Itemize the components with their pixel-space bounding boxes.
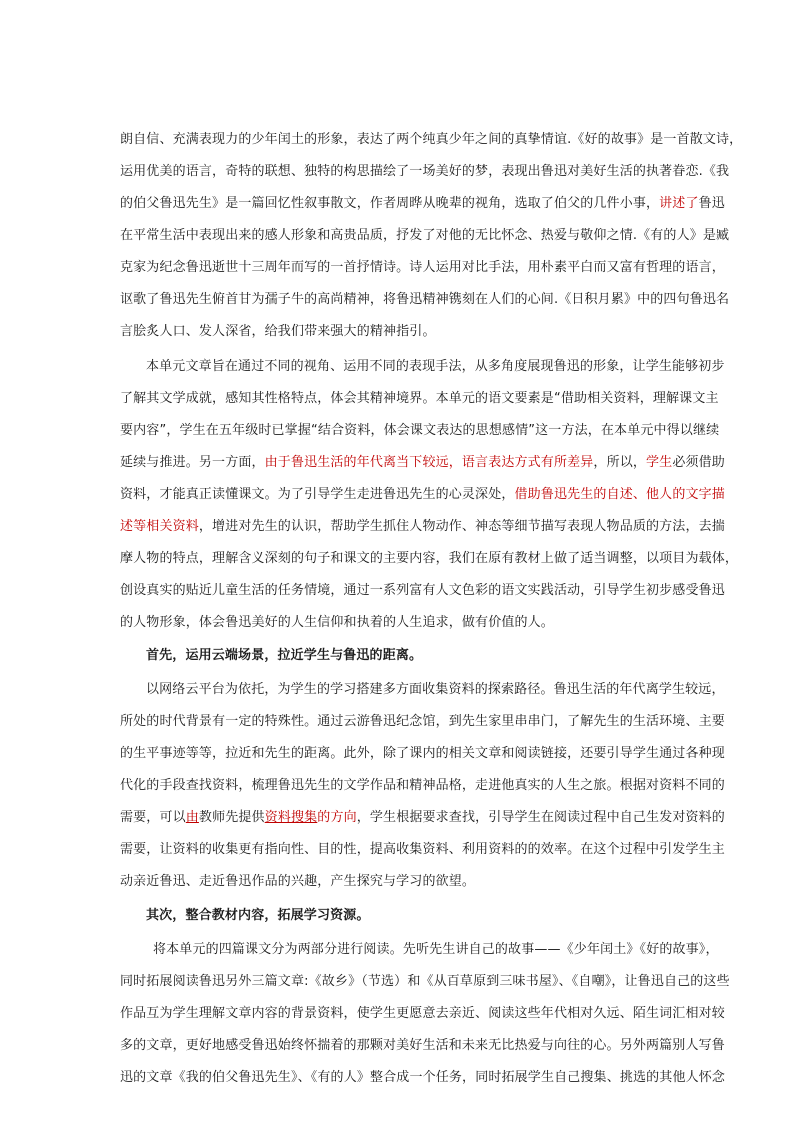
paragraph-1-line-3 [120, 196, 725, 212]
text-run: ，增进对先生的认识，帮助学生抓住人物动作、神态等细节描写表现人物品质的方法，去揣 [198, 519, 725, 534]
paragraph-1-line-2: 运用优美的语言，奇特的联想、独特的构思描绘了一场美好的梦，表现出鲁迅对美好生活的执著眷恋.《我 [120, 164, 730, 179]
highlighted-text: 学生 [646, 455, 673, 470]
paragraph-4-line-5: 迅的文章《我的伯父鲁迅先生》、《有的人》整合成一个任务，同时拓展学生自己搜集、挑选的其他人怀念 [120, 1070, 726, 1085]
text-run: 必须借助 [672, 455, 725, 470]
paragraph-3-line-1: 以网络云平台为依托，为学生的学习搭建多方面收集资料的探索路径。鲁迅生活的年代离学生较远， [146, 682, 725, 697]
highlighted-text: 由 [185, 810, 199, 825]
paragraph-2-line-6 [120, 519, 725, 535]
paragraph-2-line-8: 创设真实的贴近儿童生活的任务情境，通过一系列富有人文色彩的语文实践活动，引导学生初步感受鲁迅 [120, 583, 725, 598]
paragraph-1-line-7: 言脍炙人口、发人深省，给我们带来强大的精神指引。 [120, 324, 436, 339]
paragraph-4-line-4: 多的文章，更好地感受鲁迅始终怀揣着的那颗对美好生活和未来无比热爱与向往的心。另外两篇别人写鲁 [120, 1038, 725, 1053]
paragraph-2-line-5 [120, 487, 725, 503]
text-run: 教师先提供 [198, 810, 265, 825]
text-run: ，所以， [593, 455, 647, 470]
highlighted-text: 资料搜集 [264, 810, 318, 825]
paragraph-4-line-2: 同时拓展阅读鲁迅另外三篇文章:《故乡》（节选）和《从百草原到三味书屋》、《自嘲》，让鲁迅自己的这些 [120, 974, 730, 989]
text-run: 的伯父鲁迅先生》是一篇回忆性叙事散文，作者周晔从晚辈的视角，选取了伯父的几件小事， [120, 196, 660, 211]
section-heading-1: 首先，运用云端场景，拉近学生与鲁迅的距离。 [146, 648, 423, 663]
paragraph-2-line-2: 了解其文学成就，感知其性格特点，体会其精神境界。本单元的语文要素是“借助相关资料，理解课文主 [120, 391, 719, 406]
paragraph-2-line-7: 摩人物的特点，理解含义深刻的句子和课文的主要内容，我们在原有教材上做了适当调整，以项目为载体， [120, 551, 739, 566]
paragraph-1-line-1: 朗自信、充满表现力的少年闰土的形象，表达了两个纯真少年之间的真挚情谊.《好的故事》是一首散文诗， [120, 132, 743, 147]
section-heading-2: 其次，整合教材内容，拓展学习资源。 [146, 908, 370, 923]
paragraph-2-line-1: 本单元文章旨在通过不同的视角、运用不同的表现手法，从多角度展现鲁迅的形象，让学生能够初步 [146, 359, 725, 374]
highlighted-text: 的方向 [317, 810, 357, 825]
paragraph-3-line-2: 所处的时代背景有一定的特殊性。通过云游鲁迅纪念馆，到先生家里串串门，了解先生的生活环境、主要 [120, 714, 725, 729]
paragraph-3-line-4: 代化的手段查找资料，梳理鲁迅先生的文学作品和精神品格，走进他真实的人生之旅。根据对资料不同的 [120, 778, 725, 793]
text-run: 鲁迅 [698, 196, 725, 211]
paragraph-1-line-4: 在平常生活中表现出来的感人形象和高贵品质，抒发了对他的无比怀念、热爱与敬仰之情.《有的人》是臧 [120, 228, 730, 243]
text-run: 资料，才能真正读懂课文。为了引导学生走进鲁迅先生的心灵深处， [120, 487, 515, 502]
paragraph-2-line-9: 的人物形象，体会鲁迅美好的人生信仰和执着的人生追求，做有价值的人。 [120, 615, 554, 630]
paragraph-3-line-6: 需要，让资料的收集更有指向性、目的性，提高收集资料、利用资料的的效率。在这个过程中引发学生主 [120, 842, 725, 857]
paragraph-1-line-5: 克家为纪念鲁迅逝世十三周年而写的一首抒情诗。诗人运用对比手法，用朴素平白而又富有哲理的语言， [120, 260, 725, 275]
highlighted-text: 借助鲁迅先生的自述、他人的文字描 [514, 487, 725, 502]
paragraph-2-line-3: 要内容”，学生在五年级时已掌握“结合资料，体会课文表达的思想感情”这一方法，在本单元中得以继续 [120, 423, 720, 438]
paragraph-3-line-7: 动亲近鲁迅、走近鲁迅作品的兴趣，产生探究与学习的欲望。 [120, 874, 476, 889]
paragraph-3-line-3: 的生平事迹等等，拉近和先生的距离。此外，除了课内的相关文章和阅读链接，还要引导学生通过各种现 [120, 746, 725, 761]
text-run: 延续与推进。另一方面， [120, 455, 265, 470]
paragraph-4-line-1: 将本单元的四篇课文分为两部分进行阅读。先听先生讲自己的故事——《少年闰土》《好的故事》， [153, 942, 719, 957]
paragraph-2-line-4 [120, 455, 725, 471]
paragraph-4-line-3: 作品互为学生理解文章内容的背景资料，使学生更愿意去亲近、阅读这些年代相对久远、陌生词汇相对较 [120, 1006, 725, 1021]
paragraph-1-line-6: 讴歌了鲁迅先生俯首甘为孺子牛的高尚精神，将鲁迅精神镌刻在人们的心间.《日积月累》中的四句鲁迅名 [120, 292, 730, 307]
highlighted-text: 讲述了 [659, 196, 699, 211]
text-run: ，学生根据要求查找，引导学生在阅读过程中自己生发对资料的 [356, 810, 725, 825]
highlighted-text: 述等相关资料 [120, 519, 199, 534]
paragraph-3-line-5 [120, 810, 725, 826]
text-run: 需要，可以 [120, 810, 186, 825]
highlighted-text: 由于鲁迅生活的年代离当下较远，语言表达方式有所差异 [264, 455, 594, 470]
